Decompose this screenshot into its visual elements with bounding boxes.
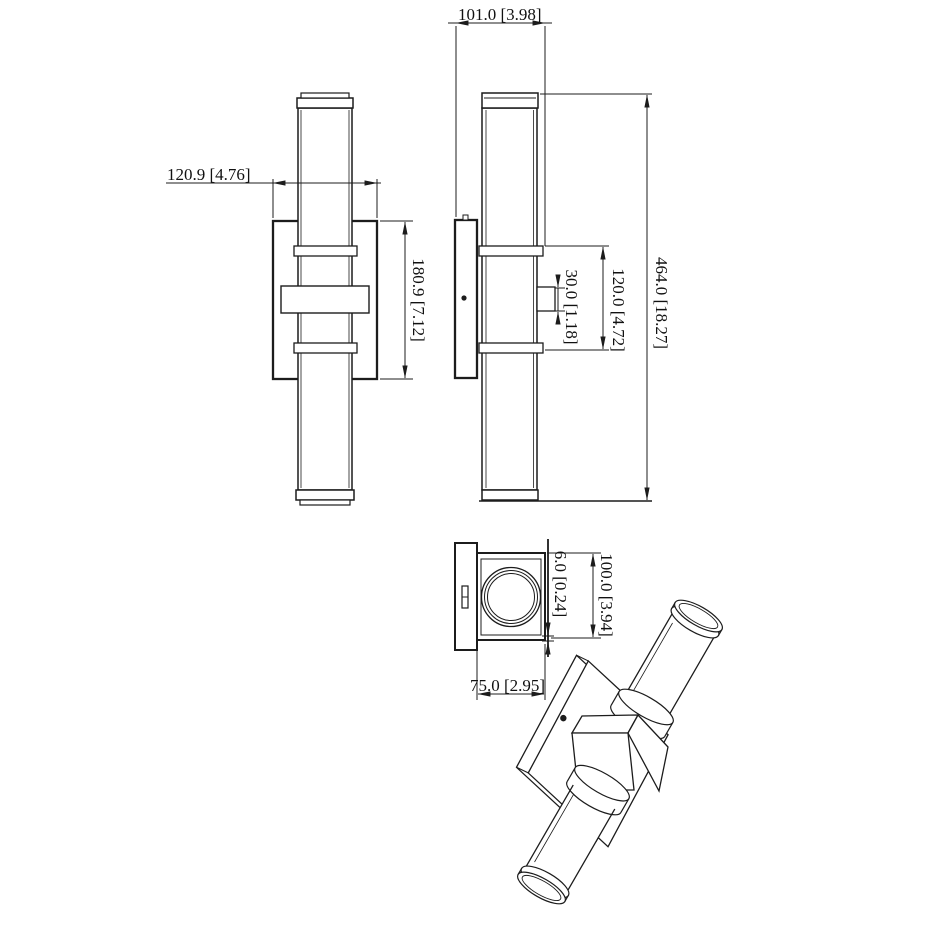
dimension-backplate-height (380, 221, 413, 379)
mounting-screw-tab (463, 215, 468, 220)
dimension-overall-length (540, 94, 652, 500)
top-end-cap (297, 98, 353, 108)
dim-label-backplate-width: 120.9 [4.76] (167, 165, 251, 184)
top-end-cap-profile (482, 93, 538, 108)
bottom-end-cap (296, 490, 354, 500)
dim-label-overall-length: 464.0 [18.27] (652, 256, 671, 350)
dim-label-bracket-height: 30.0 [1.18] (562, 269, 581, 345)
mounting-bracket (281, 286, 369, 313)
bottom-end-cap-profile (482, 490, 538, 500)
front-view (166, 93, 413, 505)
collar-ring-profile (479, 246, 543, 256)
bottom-end-cap-rim (300, 500, 350, 505)
collar-ring (294, 343, 357, 353)
dim-label-lens-offset: 6.0 [0.24] (551, 550, 570, 618)
collar-ring (294, 246, 357, 256)
screw-hole (461, 295, 466, 300)
bracket-arm-profile (537, 287, 555, 311)
collar-ring-profile (479, 343, 543, 353)
glass-tube-profile (482, 108, 537, 490)
dim-label-housing-width: 100.0 [3.94] (597, 553, 616, 637)
dim-label-body-length: 120.0 [4.72] (609, 268, 628, 352)
dim-label-backplate-height: 180.9 [7.12] (409, 258, 428, 342)
dim-label-housing-depth: 75.0 [2.95] (470, 676, 546, 695)
dim-label-fixture-depth: 101.0 [3.98] (458, 5, 542, 24)
top-end-cap-rim (301, 93, 349, 98)
side-view (448, 23, 652, 501)
